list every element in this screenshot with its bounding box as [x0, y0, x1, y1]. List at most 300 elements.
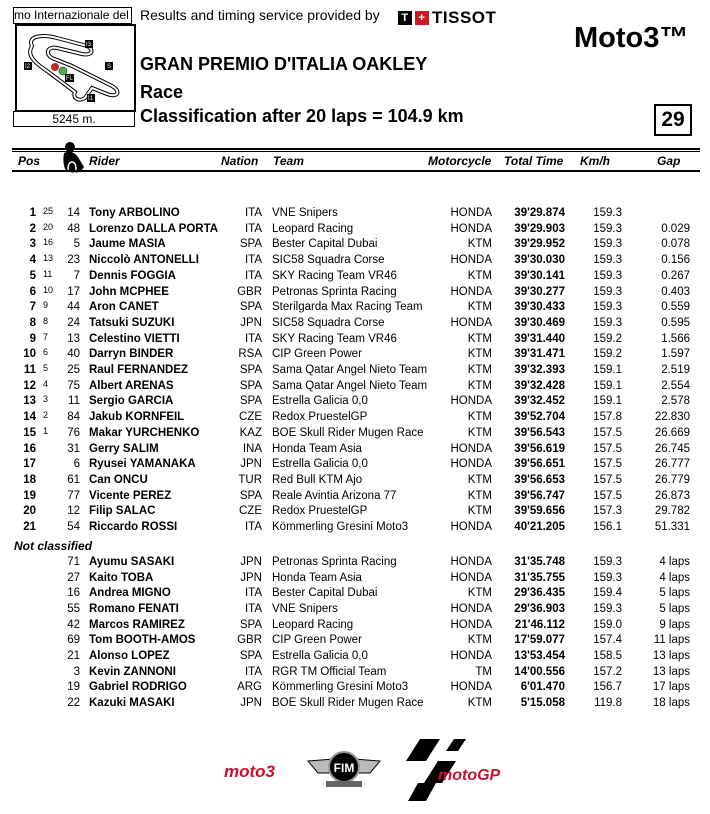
cell-num: 22: [67, 697, 80, 710]
cell-num: 13: [67, 332, 80, 345]
cell-gap: 26.745: [654, 442, 690, 455]
cell-time: 39'30.141: [514, 269, 565, 282]
cell-kmh: 156.1: [593, 521, 622, 533]
cell-time: 39'56.651: [514, 458, 565, 471]
cell-time: 5'15.058: [520, 697, 565, 710]
cell-rider: Gerry SALIM: [89, 442, 159, 455]
cell-num: 21: [67, 650, 80, 663]
cell-rider: Alonso LOPEZ: [89, 650, 170, 663]
cell-nat: SPA: [239, 379, 262, 392]
cell-pts: 10: [43, 284, 54, 295]
cell-moto: KTM: [467, 238, 492, 251]
cell-kmh: 157.5: [593, 426, 622, 439]
cell-pos: 9: [29, 332, 36, 345]
cell-rider: Gabriel RODRIGO: [89, 681, 187, 694]
cell-team: Red Bull KTM Ajo: [272, 473, 363, 486]
cell-nat: JPN: [240, 316, 262, 329]
cell-rider: Kevin ZANNONI: [89, 665, 176, 678]
cell-rider: Tony ARBOLINO: [89, 207, 180, 219]
cell-kmh: 159.2: [593, 348, 622, 361]
result-row: [0, 618, 710, 633]
cell-num: 12: [67, 505, 80, 518]
cell-team: Honda Team Asia: [272, 571, 362, 584]
cell-nat: GBR: [237, 285, 262, 298]
cell-pos: 8: [29, 316, 36, 329]
header-divider-top-thin: [12, 151, 700, 152]
cell-nat: INA: [242, 442, 262, 455]
cell-num: 19: [67, 681, 80, 694]
cell-num: 84: [67, 411, 80, 424]
cell-pts: 11: [43, 268, 53, 279]
circuit-map: [15, 24, 136, 112]
cell-time: 6'01.470: [520, 681, 565, 694]
cell-num: 27: [67, 571, 80, 584]
cell-moto: KTM: [467, 697, 492, 710]
result-row: [0, 222, 710, 237]
cell-num: 71: [67, 556, 80, 568]
cell-time: 39'52.704: [514, 411, 565, 424]
cell-time: 39'30.433: [514, 301, 565, 314]
cell-time: 39'30.030: [514, 254, 565, 267]
cell-nat: SPA: [239, 650, 262, 663]
cell-num: 76: [67, 426, 80, 439]
cell-team: BOE Skull Rider Mugen Race: [272, 426, 424, 439]
cell-nat: ITA: [244, 587, 262, 600]
cell-kmh: 159.3: [593, 207, 622, 219]
cell-pos: 5: [29, 269, 36, 282]
result-row: [0, 410, 710, 425]
cell-pts: 8: [43, 315, 49, 326]
cell-nat: JPN: [240, 571, 262, 584]
cell-num: 5: [73, 238, 80, 251]
result-row: [0, 394, 710, 409]
result-row: [0, 379, 710, 394]
cell-num: 75: [67, 379, 80, 392]
cell-nat: SPA: [239, 618, 262, 631]
cell-nat: RSA: [238, 348, 262, 361]
col-gap: Gap: [657, 154, 681, 168]
cell-pts: 5: [43, 363, 49, 373]
cell-time: 39'32.393: [514, 364, 565, 376]
cell-team: Kömmerling Gresini Moto3: [272, 521, 409, 533]
cell-gap: 17 laps: [652, 681, 690, 694]
cell-rider: Romano FENATI: [89, 603, 179, 615]
result-row: [0, 253, 710, 268]
result-row: [0, 316, 710, 331]
cell-num: 25: [67, 364, 80, 376]
cell-gap: 0.078: [661, 238, 690, 251]
cell-time: 39'30.469: [514, 316, 565, 329]
cell-moto: HONDA: [450, 618, 492, 631]
cell-kmh: 159.3: [593, 222, 622, 235]
cell-nat: JPN: [240, 697, 262, 710]
cell-num: 48: [67, 222, 80, 235]
cell-time: 39'59.656: [514, 505, 565, 518]
cell-moto: HONDA: [450, 681, 492, 694]
result-row: [0, 665, 710, 680]
cell-team: SKY Racing Team VR46: [272, 269, 397, 282]
cell-pos: 12: [23, 379, 36, 392]
cell-team: Redox PruestelGP: [272, 411, 368, 424]
cell-gap: 5 laps: [659, 603, 690, 615]
cell-time: 39'31.471: [514, 348, 565, 361]
cell-gap: 0.156: [661, 254, 690, 267]
cell-pos: 15: [23, 426, 36, 439]
cell-kmh: 159.3: [593, 301, 622, 314]
cell-gap: 2.554: [661, 379, 690, 392]
cell-time: 39'31.440: [514, 332, 565, 345]
cell-moto: HONDA: [450, 650, 492, 663]
cell-moto: HONDA: [450, 395, 492, 408]
result-row: [0, 602, 710, 617]
cell-num: 23: [67, 254, 80, 267]
cell-kmh: 119.8: [594, 697, 622, 710]
cell-moto: HONDA: [450, 285, 492, 298]
result-row: [0, 696, 710, 711]
cell-rider: Kazuki MASAKI: [89, 697, 175, 710]
map-label-i1: I1: [88, 96, 94, 102]
cell-rider: Makar YURCHENKO: [89, 426, 200, 439]
map-label-s: S: [107, 64, 112, 70]
cell-moto: HONDA: [450, 556, 492, 568]
cell-kmh: 157.4: [593, 634, 622, 647]
cell-rider: Niccolò ANTONELLI: [89, 254, 199, 267]
result-row: [0, 285, 710, 300]
cell-kmh: 159.2: [593, 332, 622, 345]
motogp-logo-text: motoGP: [438, 767, 501, 784]
cell-rider: Tatsuki SUZUKI: [89, 316, 175, 329]
cell-time: 39'56.619: [514, 442, 565, 455]
cell-rider: Celestino VIETTI: [89, 332, 180, 345]
tissot-logo: T + TISSOT: [398, 8, 496, 28]
cell-team: Sama Qatar Angel Nieto Team: [272, 364, 428, 376]
cell-num: 16: [67, 587, 80, 600]
cell-gap: 0.029: [661, 222, 690, 235]
cell-kmh: 157.5: [593, 473, 622, 486]
cell-team: Kömmerling Gresini Moto3: [272, 681, 409, 694]
cell-num: 3: [73, 665, 80, 678]
cell-kmh: 157.8: [593, 411, 622, 424]
result-row: [0, 586, 710, 601]
map-label-i3: I3: [86, 42, 92, 48]
cell-kmh: 159.0: [593, 618, 622, 631]
cell-kmh: 159.3: [593, 556, 622, 568]
cell-rider: Ryusei YAMANAKA: [89, 458, 196, 471]
cell-nat: CZE: [239, 505, 262, 518]
cell-gap: 13 laps: [652, 665, 690, 678]
motogp-logo: [398, 735, 508, 814]
cell-time: 13'53.454: [514, 650, 565, 663]
cell-rider: Riccardo ROSSI: [89, 521, 178, 533]
cell-pts: 13: [43, 253, 54, 264]
cell-team: SIC58 Squadra Corse: [272, 316, 385, 329]
col-pos: Pos: [18, 154, 41, 168]
cell-pos: 6: [29, 285, 36, 298]
class-title: Moto3™: [574, 22, 689, 54]
cell-num: 54: [67, 521, 80, 533]
cell-rider: John MCPHEE: [89, 285, 169, 298]
cell-team: Sama Qatar Angel Nieto Team: [272, 379, 428, 392]
circuit-length: 5245 m.: [13, 111, 135, 127]
cell-nat: ITA: [244, 665, 262, 678]
cell-moto: KTM: [467, 634, 492, 647]
col-team: Team: [273, 154, 304, 168]
cell-time: 39'32.452: [514, 395, 565, 408]
cell-num: 44: [67, 301, 80, 314]
tissot-logo-text: TISSOT: [432, 8, 497, 27]
cell-pos: 19: [23, 489, 36, 502]
result-row: [0, 633, 710, 648]
cell-gap: 1.566: [661, 332, 690, 345]
cell-gap: 13 laps: [652, 650, 690, 663]
cell-kmh: 159.1: [593, 395, 622, 408]
cell-moto: HONDA: [450, 222, 492, 235]
cell-num: 61: [67, 473, 80, 486]
cell-moto: KTM: [467, 301, 492, 314]
cell-team: Leopard Racing: [272, 222, 354, 235]
cell-pos: 3: [29, 238, 36, 251]
cell-kmh: 159.3: [593, 285, 622, 298]
cell-pos: 16: [23, 442, 36, 455]
cell-nat: SPA: [239, 364, 262, 376]
cell-pos: 4: [29, 254, 36, 267]
cell-num: 14: [67, 207, 80, 219]
cell-moto: HONDA: [450, 603, 492, 615]
cell-kmh: 157.5: [593, 458, 622, 471]
cell-rider: Jakub KORNFEIL: [89, 411, 185, 424]
cell-gap: 26.669: [654, 426, 690, 439]
map-label-fl: FL: [66, 76, 74, 82]
cell-pos: 14: [23, 411, 36, 424]
cell-kmh: 157.5: [593, 442, 622, 455]
cell-time: 39'56.543: [514, 426, 565, 439]
cell-gap: 9 laps: [659, 618, 690, 631]
session-title: Race: [140, 82, 184, 102]
result-row: [0, 473, 710, 488]
cell-rider: Albert ARENAS: [89, 379, 174, 392]
cell-pts: 1: [43, 425, 49, 436]
cell-num: 69: [67, 634, 80, 647]
result-row: [0, 680, 710, 695]
cell-moto: HONDA: [450, 442, 492, 455]
cell-time: 31'35.755: [514, 571, 565, 584]
cell-pos: 1: [29, 207, 36, 219]
cell-time: 17'59.077: [514, 634, 565, 647]
cell-nat: ITA: [244, 332, 262, 345]
cell-num: 11: [68, 395, 80, 408]
result-row: [0, 237, 710, 252]
cell-moto: KTM: [467, 348, 492, 361]
cell-rider: Dennis FOGGIA: [89, 269, 176, 282]
cell-moto: KTM: [467, 426, 492, 439]
cell-time: 39'56.653: [514, 473, 565, 486]
cell-team: BOE Skull Rider Mugen Race: [272, 697, 424, 710]
fim-logo-text: FIM: [333, 761, 355, 775]
cell-nat: KAZ: [239, 426, 262, 439]
cell-gap: 26.779: [654, 473, 690, 486]
cell-gap: 2.519: [661, 364, 690, 376]
cell-moto: KTM: [467, 379, 492, 392]
cell-nat: SPA: [239, 489, 262, 502]
cell-kmh: 157.3: [593, 505, 622, 518]
cell-kmh: 159.3: [593, 571, 622, 584]
cell-time: 21'46.112: [514, 618, 565, 631]
cell-gap: 18 laps: [652, 697, 690, 710]
cell-rider: Lorenzo DALLA PORTA: [89, 222, 219, 235]
cell-num: 55: [67, 603, 80, 615]
cell-moto: KTM: [467, 364, 492, 376]
cell-rider: Sergio GARCIA: [89, 395, 174, 408]
header-divider-top: [12, 148, 700, 150]
cell-time: 39'30.277: [514, 285, 565, 298]
cell-nat: TUR: [238, 473, 262, 486]
cell-nat: ITA: [244, 207, 262, 219]
cell-pos: 21: [23, 521, 36, 533]
circuit-name: mo Internazionale del: [13, 7, 132, 24]
cell-pos: 17: [23, 458, 36, 471]
cell-num: 42: [67, 618, 80, 631]
classification-title: Classification after 20 laps = 104.9 km: [140, 106, 464, 126]
cell-num: 7: [73, 269, 80, 282]
cell-gap: 1.597: [661, 348, 690, 361]
cell-gap: 0.403: [661, 285, 690, 298]
cell-moto: TM: [475, 665, 492, 678]
cell-rider: Marcos RAMIREZ: [89, 618, 185, 631]
cell-gap: 26.777: [654, 458, 690, 471]
col-rider: Rider: [89, 154, 120, 168]
cell-team: Redox PruestelGP: [272, 505, 368, 518]
cell-kmh: 159.3: [593, 316, 622, 329]
cell-team: VNE Snipers: [272, 207, 338, 219]
cell-num: 24: [67, 316, 80, 329]
cell-num: 31: [67, 442, 80, 455]
result-row: [0, 555, 710, 570]
cell-team: Estrella Galicia 0,0: [272, 458, 368, 471]
cell-team: Honda Team Asia: [272, 442, 362, 455]
cell-team: Reale Avintia Arizona 77: [272, 489, 397, 502]
cell-nat: ITA: [244, 222, 262, 235]
cell-nat: ITA: [244, 603, 262, 615]
cell-gap: 0.267: [661, 269, 690, 282]
cell-pts: 3: [43, 394, 49, 405]
page-number: 29: [654, 104, 692, 136]
cell-team: SKY Racing Team VR46: [272, 332, 397, 345]
result-row: [0, 332, 710, 347]
cell-pts: 25: [43, 206, 54, 216]
result-row: [0, 363, 710, 378]
cell-nat: ITA: [244, 521, 262, 533]
cell-nat: ITA: [244, 269, 262, 282]
cell-nat: GBR: [237, 634, 262, 647]
cell-rider: Tom BOOTH-AMOS: [89, 634, 196, 647]
cell-time: 39'29.952: [514, 238, 565, 251]
cell-pos: 7: [29, 301, 36, 314]
cell-gap: 4 laps: [659, 571, 690, 584]
cell-num: 6: [73, 458, 80, 471]
cell-gap: 2.578: [661, 395, 690, 408]
cell-nat: JPN: [240, 556, 262, 568]
cell-team: Petronas Sprinta Racing: [272, 285, 397, 298]
cell-rider: Ayumu SASAKI: [89, 556, 175, 568]
cell-rider: Raul FERNANDEZ: [89, 364, 189, 376]
cell-time: 14'00.556: [514, 665, 565, 678]
cell-team: Bester Capital Dubai: [272, 238, 378, 251]
moto3-logo: [222, 760, 294, 787]
cell-team: Bester Capital Dubai: [272, 587, 378, 600]
cell-rider: Jaume MASIA: [89, 238, 166, 251]
cell-num: 17: [67, 285, 80, 298]
timing-provider-text: Results and timing service provided by: [140, 7, 380, 23]
result-row: [0, 426, 710, 441]
cell-team: Estrella Galicia 0,0: [272, 650, 368, 663]
cell-team: CIP Green Power: [272, 348, 362, 361]
cell-nat: ARG: [237, 681, 262, 694]
result-row: [0, 504, 710, 519]
cell-moto: KTM: [467, 411, 492, 424]
cell-time: 40'21.205: [514, 521, 565, 533]
cell-kmh: 159.3: [593, 603, 622, 615]
cell-rider: Can ONCU: [89, 473, 148, 486]
result-row: [0, 442, 710, 457]
cell-team: Estrella Galicia 0,0: [272, 395, 368, 408]
cell-gap: 26.873: [654, 489, 690, 502]
cell-kmh: 159.1: [593, 379, 622, 392]
cell-team: VNE Snipers: [272, 603, 338, 615]
cell-team: Leopard Racing: [272, 618, 354, 631]
cell-nat: SPA: [239, 301, 262, 314]
cell-nat: CZE: [239, 411, 262, 424]
result-row: [0, 571, 710, 586]
cell-moto: HONDA: [450, 521, 492, 533]
col-kmh: Km/h: [580, 154, 610, 168]
cell-pts: 7: [43, 331, 49, 342]
cell-gap: 5 laps: [659, 587, 690, 600]
cell-moto: HONDA: [450, 316, 492, 329]
cell-gap: 29.782: [654, 505, 690, 518]
cell-team: Sterilgarda Max Racing Team: [272, 301, 423, 314]
moto3-logo-text: moto3: [224, 762, 275, 781]
result-row: [0, 489, 710, 504]
cell-pts: 9: [43, 300, 49, 311]
cell-kmh: 156.7: [593, 681, 622, 694]
cell-moto: KTM: [467, 587, 492, 600]
cell-pos: 20: [23, 505, 36, 518]
cell-kmh: 159.3: [593, 238, 622, 251]
cell-nat: ITA: [244, 254, 262, 267]
cell-time: 29'36.903: [514, 603, 565, 615]
cell-time: 29'36.435: [514, 587, 565, 600]
cell-num: 77: [67, 489, 80, 502]
result-row: [0, 206, 710, 221]
cell-moto: KTM: [467, 489, 492, 502]
map-label-i2: I2: [25, 64, 31, 70]
col-motorcycle: Motorcycle: [428, 154, 492, 168]
cell-pts: 20: [43, 221, 54, 232]
cell-kmh: 159.3: [593, 269, 622, 282]
cell-gap: 11 laps: [653, 634, 690, 647]
cell-nat: JPN: [240, 458, 262, 471]
fim-logo: [306, 747, 382, 794]
cell-time: 31'35.748: [514, 556, 565, 568]
result-row: [0, 649, 710, 664]
cell-pos: 11: [23, 364, 36, 376]
col-total-time: Total Time: [504, 154, 564, 168]
cell-time: 39'29.874: [514, 207, 565, 219]
cell-time: 39'32.428: [514, 379, 565, 392]
cell-rider: Filip SALAC: [89, 505, 156, 518]
not-classified-heading: Not classified: [14, 539, 93, 553]
cell-kmh: 159.4: [593, 587, 622, 600]
